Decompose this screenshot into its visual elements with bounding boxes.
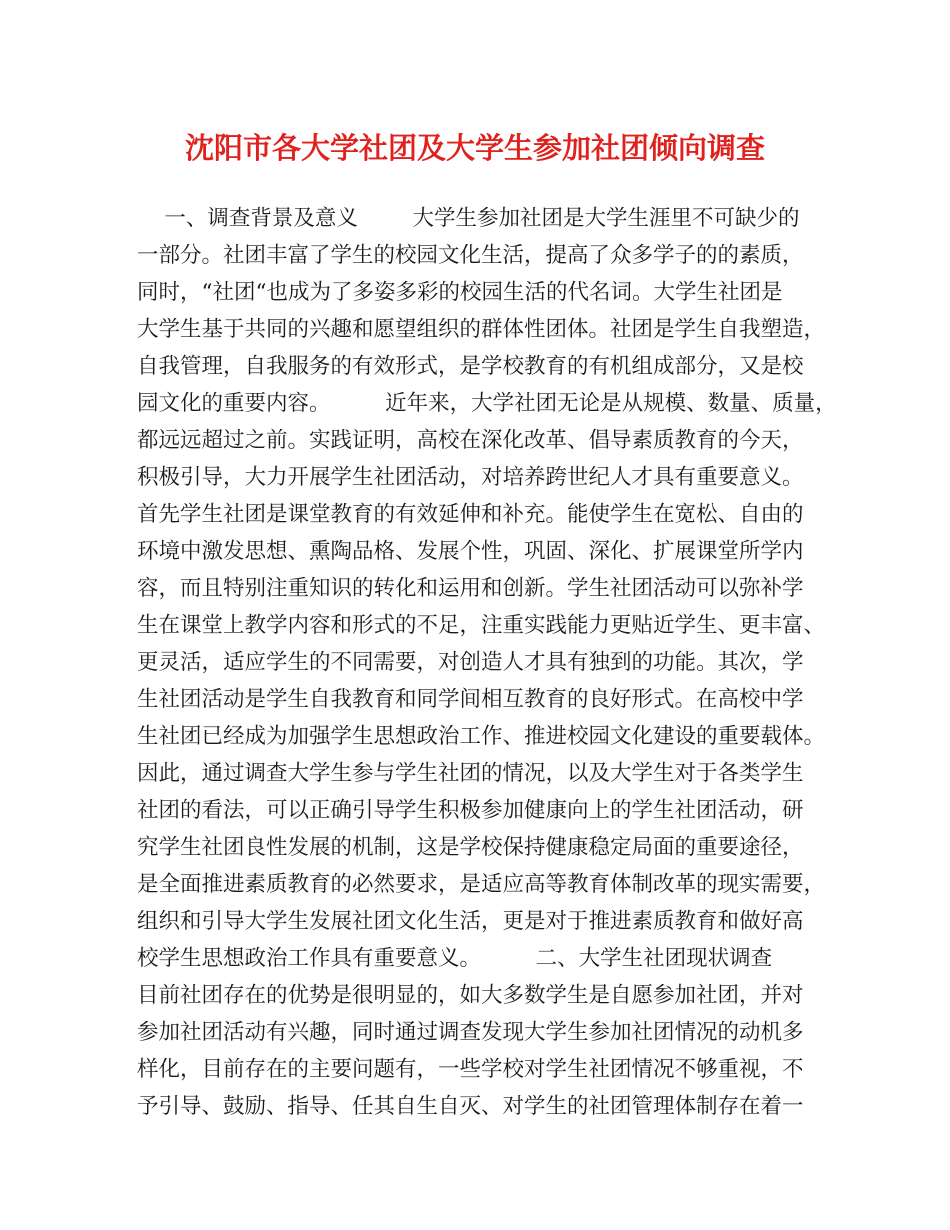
- body-line: 环境中激发思想、熏陶品格、发展个性，巩固、深化、扩展课堂所学内: [137, 539, 804, 564]
- body-line: 目前社团存在的优势是很明显的，如大多数学生是自愿参加社团，并对: [137, 983, 804, 1008]
- body-line: 更灵活，适应学生的不同需要，对创造人才具有独到的功能。其次，学: [137, 650, 804, 675]
- body-line: 究学生社团良性发展的机制，这是学校保持健康稳定局面的重要途径，: [137, 835, 804, 860]
- body-line: 是全面推进素质教育的必然要求，是适应高等教育体制改革的现实需要，: [137, 872, 826, 897]
- body-line: 一部分。社团丰富了学生的校园文化生活，提高了众多学子的的素质，: [137, 243, 804, 268]
- body-line: 社团的看法，可以正确引导学生积极参加健康向上的学生社团活动，研: [137, 798, 804, 823]
- body-line: 容，而且特别注重知识的转化和运用和创新。学生社团活动可以弥补学: [137, 576, 804, 601]
- body-line: 生社团已经成为加强学生思想政治工作、推进校园文化建设的重要载体。: [137, 724, 826, 749]
- body-line: 参加社团活动有兴趣，同时通过调查发现大学生参加社团情况的动机多: [137, 1020, 804, 1045]
- body-line: 同时，“社团“也成为了多姿多彩的校园生活的代名词。大学生社团是: [137, 280, 783, 305]
- document-title: 沈阳市各大学社团及大学生参加社团倾向调查: [184, 131, 765, 165]
- body-line: 样化，目前存在的主要问题有，一些学校对学生社团情况不够重视，不: [137, 1057, 804, 1082]
- document-body: [137, 200, 837, 1125]
- body-line: 都远远超过之前。实践证明，高校在深化改革、倡导素质教育的今天，: [137, 428, 804, 453]
- body-line: 积极引导，大力开展学生社团活动，对培养跨世纪人才具有重要意义。: [137, 465, 804, 490]
- body-line: 校学生思想政治工作具有重要意义。 二、大学生社团现状调查: [137, 946, 773, 971]
- body-line: 自我管理，自我服务的有效形式，是学校教育的有机组成部分，又是校: [137, 354, 804, 379]
- body-line: 组织和引导大学生发展社团文化生活，更是对于推进素质教育和做好高: [137, 909, 804, 934]
- body-line: 生社团活动是学生自我教育和同学间相互教育的良好形式。在高校中学: [137, 687, 804, 712]
- body-line: 一、调查背景及意义 大学生参加社团是大学生涯里不可缺少的: [137, 206, 800, 231]
- body-line: 园文化的重要内容。 近年来，大学社团无论是从规模、数量、质量，: [137, 391, 837, 416]
- body-line: 予引导、鼓励、指导、任其自生自灭、对学生的社团管理体制存在着一: [137, 1094, 804, 1119]
- body-line: 大学生基于共同的兴趣和愿望组织的群体性团体。社团是学生自我塑造，: [137, 317, 826, 342]
- body-line: 因此，通过调查大学生参与学生社团的情况，以及大学生对于各类学生: [137, 761, 804, 786]
- body-line: 生在课堂上教学内容和形式的不足，注重实践能力更贴近学生、更丰富、: [137, 613, 826, 638]
- body-line: 首先学生社团是课堂教育的有效延伸和补充。能使学生在宽松、自由的: [137, 502, 804, 527]
